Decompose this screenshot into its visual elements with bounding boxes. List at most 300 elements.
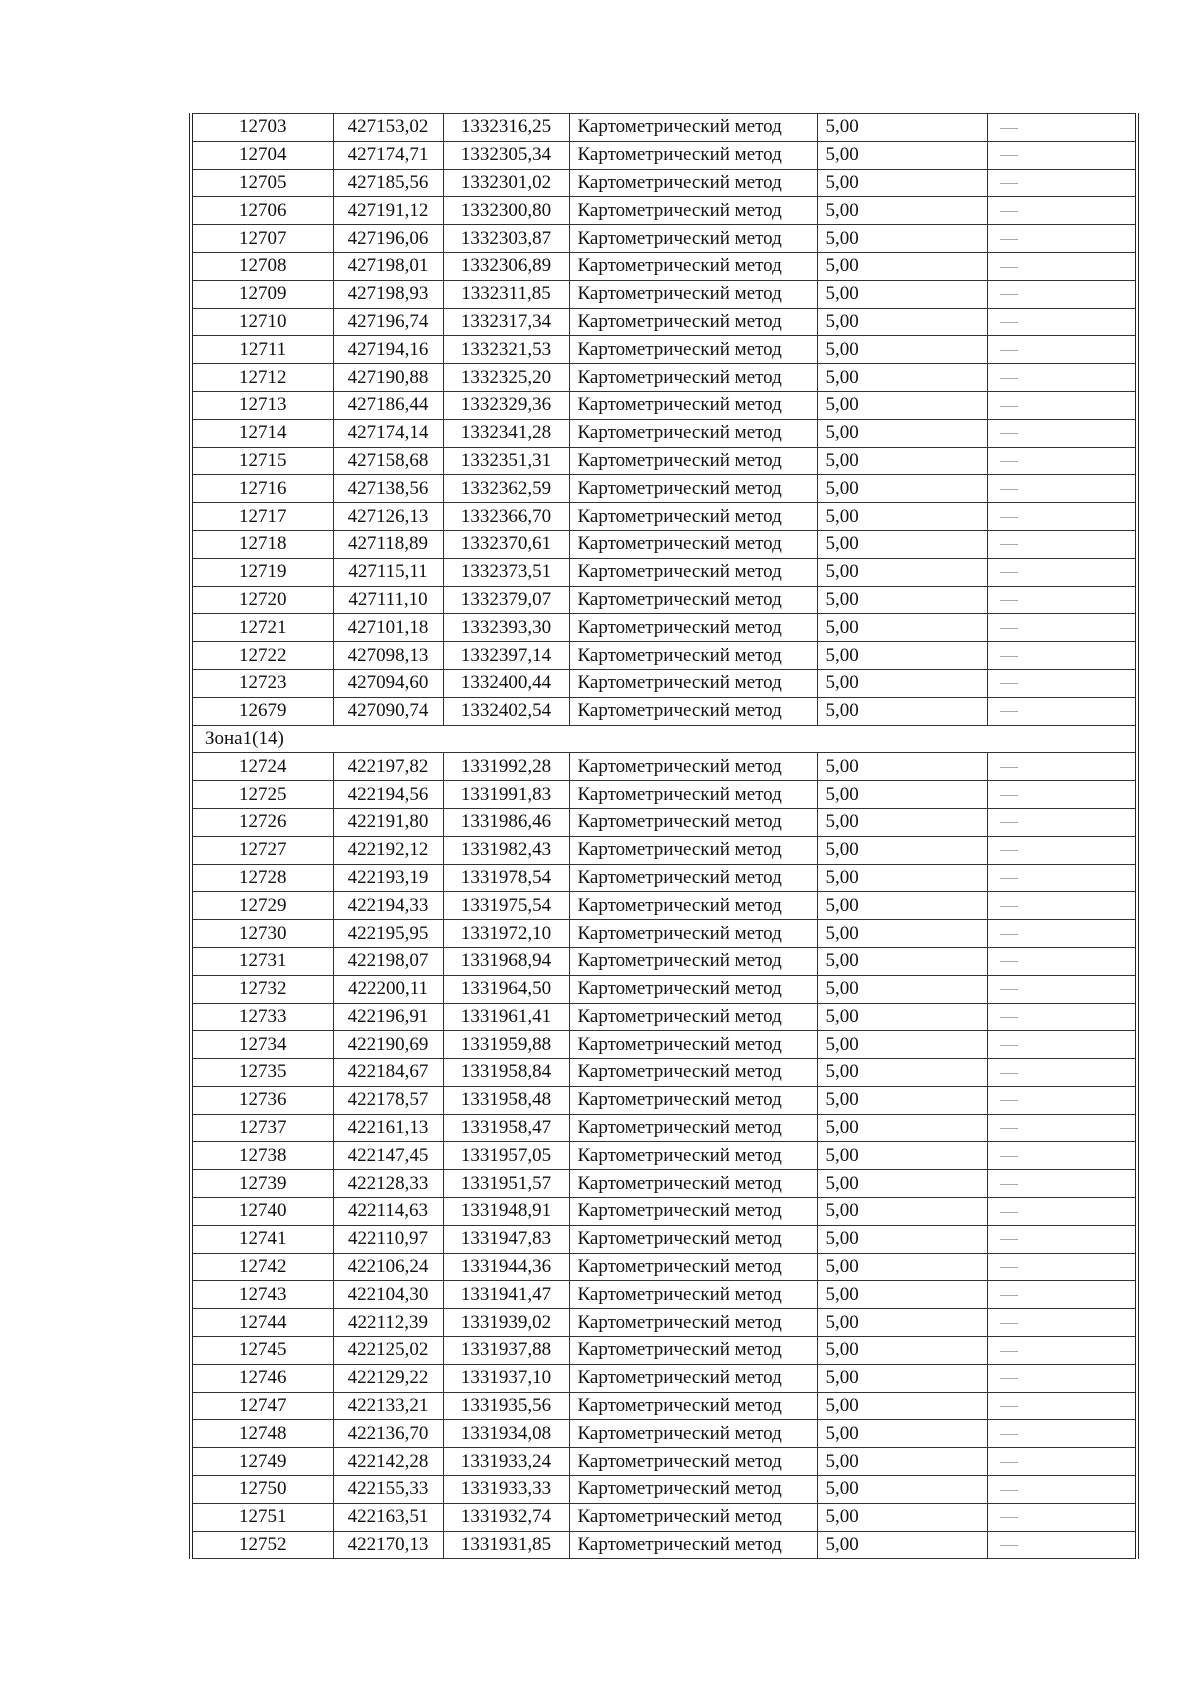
accuracy-cell: 5,00 <box>817 197 987 225</box>
y-coordinate: 1331951,57 <box>443 1170 569 1198</box>
accuracy-cell: 5,00 <box>817 836 987 864</box>
method-cell: Картометрический метод <box>569 336 817 364</box>
point-number: 12732 <box>191 975 333 1003</box>
dash-mark <box>1000 711 1018 712</box>
method-cell: Картометрический метод <box>569 447 817 475</box>
table-row <box>191 1086 1137 1114</box>
accuracy-cell: 5,00 <box>817 697 987 725</box>
y-coordinate: 1331948,91 <box>443 1198 569 1226</box>
dash-mark <box>1000 1517 1018 1518</box>
method-cell: Картометрический метод <box>569 1114 817 1142</box>
dash-mark <box>1000 517 1018 518</box>
x-coordinate: 422184,67 <box>333 1059 443 1087</box>
method-cell: Картометрический метод <box>569 642 817 670</box>
x-coordinate: 422195,95 <box>333 920 443 948</box>
point-number: 12719 <box>191 558 333 586</box>
accuracy-cell: 5,00 <box>817 1198 987 1226</box>
table-row <box>191 1364 1137 1392</box>
method-cell: Картометрический метод <box>569 225 817 253</box>
table-row <box>191 1531 1137 1559</box>
y-coordinate: 1332300,80 <box>443 197 569 225</box>
point-number: 12723 <box>191 669 333 697</box>
empty-dash-cell <box>987 1170 1137 1198</box>
empty-dash-cell <box>987 141 1137 169</box>
x-coordinate: 422192,12 <box>333 836 443 864</box>
table-row <box>191 1448 1137 1476</box>
method-cell: Картометрический метод <box>569 864 817 892</box>
x-coordinate: 427196,74 <box>333 308 443 336</box>
empty-dash-cell <box>987 1031 1137 1059</box>
accuracy-cell: 5,00 <box>817 1337 987 1365</box>
y-coordinate: 1332393,30 <box>443 614 569 642</box>
y-coordinate: 1331961,41 <box>443 1003 569 1031</box>
method-cell: Картометрический метод <box>569 419 817 447</box>
y-coordinate: 1331972,10 <box>443 920 569 948</box>
empty-dash-cell <box>987 1309 1137 1337</box>
accuracy-cell: 5,00 <box>817 1031 987 1059</box>
y-coordinate: 1331958,84 <box>443 1059 569 1087</box>
dash-mark <box>1000 1212 1018 1213</box>
y-coordinate: 1332366,70 <box>443 503 569 531</box>
point-number: 12730 <box>191 920 333 948</box>
dash-mark <box>1000 600 1018 601</box>
x-coordinate: 422125,02 <box>333 1337 443 1365</box>
accuracy-cell: 5,00 <box>817 1170 987 1198</box>
method-cell: Картометрический метод <box>569 308 817 336</box>
empty-dash-cell <box>987 753 1137 781</box>
point-number: 12746 <box>191 1364 333 1392</box>
point-number: 12734 <box>191 1031 333 1059</box>
accuracy-cell: 5,00 <box>817 808 987 836</box>
table-row <box>191 141 1137 169</box>
x-coordinate: 427090,74 <box>333 697 443 725</box>
table-row <box>191 669 1137 697</box>
zone-header: Зона1(14) <box>191 725 1137 753</box>
empty-dash-cell <box>987 1420 1137 1448</box>
y-coordinate: 1331982,43 <box>443 836 569 864</box>
point-number: 12731 <box>191 947 333 975</box>
y-coordinate: 1331937,88 <box>443 1337 569 1365</box>
point-number: 12710 <box>191 308 333 336</box>
empty-dash-cell <box>987 1281 1137 1309</box>
dash-mark <box>1000 1490 1018 1491</box>
table-row <box>191 252 1137 280</box>
method-cell: Картометрический метод <box>569 1337 817 1365</box>
y-coordinate: 1332301,02 <box>443 169 569 197</box>
table-row <box>191 336 1137 364</box>
dash-mark <box>1000 1100 1018 1101</box>
accuracy-cell: 5,00 <box>817 975 987 1003</box>
point-number: 12741 <box>191 1225 333 1253</box>
table-row <box>191 1170 1137 1198</box>
point-number: 12735 <box>191 1059 333 1087</box>
dash-mark <box>1000 656 1018 657</box>
y-coordinate: 1332303,87 <box>443 225 569 253</box>
table-row <box>191 642 1137 670</box>
accuracy-cell: 5,00 <box>817 336 987 364</box>
point-number: 12707 <box>191 225 333 253</box>
y-coordinate: 1332325,20 <box>443 364 569 392</box>
method-cell: Картометрический метод <box>569 920 817 948</box>
zone-header-row <box>191 725 1137 753</box>
method-cell: Картометрический метод <box>569 781 817 809</box>
table-row <box>191 586 1137 614</box>
x-coordinate: 427126,13 <box>333 503 443 531</box>
empty-dash-cell <box>987 1503 1137 1531</box>
point-number: 12721 <box>191 614 333 642</box>
accuracy-cell: 5,00 <box>817 114 987 142</box>
empty-dash-cell <box>987 1225 1137 1253</box>
empty-dash-cell <box>987 391 1137 419</box>
dash-mark <box>1000 906 1018 907</box>
method-cell: Картометрический метод <box>569 169 817 197</box>
accuracy-cell: 5,00 <box>817 1059 987 1087</box>
y-coordinate: 1331959,88 <box>443 1031 569 1059</box>
method-cell: Картометрический метод <box>569 697 817 725</box>
accuracy-cell: 5,00 <box>817 1253 987 1281</box>
method-cell: Картометрический метод <box>569 475 817 503</box>
accuracy-cell: 5,00 <box>817 1503 987 1531</box>
dash-mark <box>1000 1434 1018 1435</box>
method-cell: Картометрический метод <box>569 1448 817 1476</box>
y-coordinate: 1331975,54 <box>443 892 569 920</box>
point-number: 12737 <box>191 1114 333 1142</box>
dash-mark <box>1000 628 1018 629</box>
x-coordinate: 427118,89 <box>333 530 443 558</box>
table-row <box>191 1309 1137 1337</box>
accuracy-cell: 5,00 <box>817 892 987 920</box>
dash-mark <box>1000 683 1018 684</box>
accuracy-cell: 5,00 <box>817 669 987 697</box>
dash-mark <box>1000 1156 1018 1157</box>
method-cell: Картометрический метод <box>569 1198 817 1226</box>
method-cell: Картометрический метод <box>569 1503 817 1531</box>
accuracy-cell: 5,00 <box>817 225 987 253</box>
dash-mark <box>1000 294 1018 295</box>
y-coordinate: 1331934,08 <box>443 1420 569 1448</box>
dash-mark <box>1000 961 1018 962</box>
dash-mark <box>1000 1184 1018 1185</box>
table-row <box>191 364 1137 392</box>
empty-dash-cell <box>987 225 1137 253</box>
y-coordinate: 1332317,34 <box>443 308 569 336</box>
accuracy-cell: 5,00 <box>817 753 987 781</box>
table-row <box>191 836 1137 864</box>
y-coordinate: 1331944,36 <box>443 1253 569 1281</box>
point-number: 12740 <box>191 1198 333 1226</box>
table-row <box>191 114 1137 142</box>
empty-dash-cell <box>987 1531 1137 1559</box>
point-number: 12744 <box>191 1309 333 1337</box>
accuracy-cell: 5,00 <box>817 586 987 614</box>
method-cell: Картометрический метод <box>569 1003 817 1031</box>
x-coordinate: 427185,56 <box>333 169 443 197</box>
x-coordinate: 427198,93 <box>333 280 443 308</box>
accuracy-cell: 5,00 <box>817 1309 987 1337</box>
y-coordinate: 1332362,59 <box>443 475 569 503</box>
point-number: 12722 <box>191 642 333 670</box>
empty-dash-cell <box>987 697 1137 725</box>
accuracy-cell: 5,00 <box>817 1420 987 1448</box>
method-cell: Картометрический метод <box>569 1420 817 1448</box>
table-row <box>191 1142 1137 1170</box>
x-coordinate: 422196,91 <box>333 1003 443 1031</box>
coordinates-table-page <box>189 113 1135 1559</box>
table-row <box>191 808 1137 836</box>
method-cell: Картометрический метод <box>569 1281 817 1309</box>
accuracy-cell: 5,00 <box>817 419 987 447</box>
method-cell: Картометрический метод <box>569 614 817 642</box>
method-cell: Картометрический метод <box>569 1531 817 1559</box>
y-coordinate: 1331991,83 <box>443 781 569 809</box>
dash-mark <box>1000 128 1018 129</box>
x-coordinate: 422142,28 <box>333 1448 443 1476</box>
table-row <box>191 1281 1137 1309</box>
accuracy-cell: 5,00 <box>817 1003 987 1031</box>
x-coordinate: 427111,10 <box>333 586 443 614</box>
point-number: 12717 <box>191 503 333 531</box>
accuracy-cell: 5,00 <box>817 947 987 975</box>
y-coordinate: 1332329,36 <box>443 391 569 419</box>
rows-before-zone <box>191 114 1137 726</box>
x-coordinate: 427115,11 <box>333 558 443 586</box>
method-cell: Картометрический метод <box>569 141 817 169</box>
empty-dash-cell <box>987 419 1137 447</box>
x-coordinate: 422133,21 <box>333 1392 443 1420</box>
y-coordinate: 1331933,24 <box>443 1448 569 1476</box>
y-coordinate: 1331958,47 <box>443 1114 569 1142</box>
x-coordinate: 427098,13 <box>333 642 443 670</box>
table-row <box>191 391 1137 419</box>
empty-dash-cell <box>987 1086 1137 1114</box>
table-row <box>191 1059 1137 1087</box>
dash-mark <box>1000 183 1018 184</box>
y-coordinate: 1332305,34 <box>443 141 569 169</box>
table-row <box>191 530 1137 558</box>
method-cell: Картометрический метод <box>569 1392 817 1420</box>
dash-mark <box>1000 989 1018 990</box>
point-number: 12733 <box>191 1003 333 1031</box>
x-coordinate: 422147,45 <box>333 1142 443 1170</box>
y-coordinate: 1332306,89 <box>443 252 569 280</box>
method-cell: Картометрический метод <box>569 280 817 308</box>
empty-dash-cell <box>987 586 1137 614</box>
x-coordinate: 427191,12 <box>333 197 443 225</box>
accuracy-cell: 5,00 <box>817 1531 987 1559</box>
table-row <box>191 169 1137 197</box>
table-row <box>191 475 1137 503</box>
x-coordinate: 427174,71 <box>333 141 443 169</box>
point-number: 12724 <box>191 753 333 781</box>
table-row <box>191 1225 1137 1253</box>
dash-mark <box>1000 350 1018 351</box>
dash-mark <box>1000 1323 1018 1324</box>
table-row <box>191 1337 1137 1365</box>
point-number: 12679 <box>191 697 333 725</box>
point-number: 12720 <box>191 586 333 614</box>
dash-mark <box>1000 489 1018 490</box>
dash-mark <box>1000 239 1018 240</box>
x-coordinate: 422163,51 <box>333 1503 443 1531</box>
x-coordinate: 427198,01 <box>333 252 443 280</box>
empty-dash-cell <box>987 530 1137 558</box>
point-number: 12739 <box>191 1170 333 1198</box>
method-cell: Картометрический метод <box>569 892 817 920</box>
x-coordinate: 422161,13 <box>333 1114 443 1142</box>
method-cell: Картометрический метод <box>569 1309 817 1337</box>
empty-dash-cell <box>987 308 1137 336</box>
x-coordinate: 427094,60 <box>333 669 443 697</box>
dash-mark <box>1000 322 1018 323</box>
accuracy-cell: 5,00 <box>817 169 987 197</box>
accuracy-cell: 5,00 <box>817 1476 987 1504</box>
dash-mark <box>1000 461 1018 462</box>
x-coordinate: 422106,24 <box>333 1253 443 1281</box>
y-coordinate: 1332370,61 <box>443 530 569 558</box>
table-row <box>191 503 1137 531</box>
accuracy-cell: 5,00 <box>817 447 987 475</box>
x-coordinate: 422200,11 <box>333 975 443 1003</box>
point-number: 12716 <box>191 475 333 503</box>
accuracy-cell: 5,00 <box>817 642 987 670</box>
dash-mark <box>1000 1545 1018 1546</box>
y-coordinate: 1332316,25 <box>443 114 569 142</box>
empty-dash-cell <box>987 614 1137 642</box>
dash-mark <box>1000 850 1018 851</box>
dash-mark <box>1000 267 1018 268</box>
empty-dash-cell <box>987 1448 1137 1476</box>
accuracy-cell: 5,00 <box>817 1114 987 1142</box>
table-row <box>191 1253 1137 1281</box>
method-cell: Картометрический метод <box>569 1170 817 1198</box>
dash-mark <box>1000 572 1018 573</box>
x-coordinate: 422112,39 <box>333 1309 443 1337</box>
dash-mark <box>1000 822 1018 823</box>
y-coordinate: 1331957,05 <box>443 1142 569 1170</box>
accuracy-cell: 5,00 <box>817 141 987 169</box>
method-cell: Картометрический метод <box>569 1086 817 1114</box>
point-number: 12736 <box>191 1086 333 1114</box>
point-number: 12706 <box>191 197 333 225</box>
empty-dash-cell <box>987 864 1137 892</box>
empty-dash-cell <box>987 1337 1137 1365</box>
table-row <box>191 1392 1137 1420</box>
x-coordinate: 427158,68 <box>333 447 443 475</box>
table-row <box>191 614 1137 642</box>
dash-mark <box>1000 1239 1018 1240</box>
x-coordinate: 422136,70 <box>333 1420 443 1448</box>
dash-mark <box>1000 1045 1018 1046</box>
dash-mark <box>1000 1406 1018 1407</box>
table-row <box>191 1198 1137 1226</box>
accuracy-cell: 5,00 <box>817 1364 987 1392</box>
empty-dash-cell <box>987 781 1137 809</box>
point-number: 12714 <box>191 419 333 447</box>
empty-dash-cell <box>987 642 1137 670</box>
method-cell: Картометрический метод <box>569 503 817 531</box>
dash-mark <box>1000 155 1018 156</box>
y-coordinate: 1332379,07 <box>443 586 569 614</box>
x-coordinate: 422129,22 <box>333 1364 443 1392</box>
accuracy-cell: 5,00 <box>817 391 987 419</box>
accuracy-cell: 5,00 <box>817 364 987 392</box>
coordinates-table <box>189 113 1139 1559</box>
point-number: 12725 <box>191 781 333 809</box>
table-row <box>191 1031 1137 1059</box>
method-cell: Картометрический метод <box>569 1059 817 1087</box>
method-cell: Картометрический метод <box>569 836 817 864</box>
empty-dash-cell <box>987 1059 1137 1087</box>
method-cell: Картометрический метод <box>569 975 817 1003</box>
table-row <box>191 753 1137 781</box>
dash-mark <box>1000 878 1018 879</box>
table-row <box>191 1476 1137 1504</box>
empty-dash-cell <box>987 1003 1137 1031</box>
x-coordinate: 427186,44 <box>333 391 443 419</box>
y-coordinate: 1332341,28 <box>443 419 569 447</box>
point-number: 12705 <box>191 169 333 197</box>
dash-mark <box>1000 433 1018 434</box>
rows-after-zone <box>191 753 1137 1559</box>
table-row <box>191 419 1137 447</box>
point-number: 12738 <box>191 1142 333 1170</box>
x-coordinate: 422128,33 <box>333 1170 443 1198</box>
y-coordinate: 1331932,74 <box>443 1503 569 1531</box>
dash-mark <box>1000 1295 1018 1296</box>
point-number: 12713 <box>191 391 333 419</box>
method-cell: Картометрический метод <box>569 1142 817 1170</box>
y-coordinate: 1331941,47 <box>443 1281 569 1309</box>
method-cell: Картометрический метод <box>569 1253 817 1281</box>
method-cell: Картометрический метод <box>569 197 817 225</box>
table-row <box>191 781 1137 809</box>
dash-mark <box>1000 1378 1018 1379</box>
point-number: 12718 <box>191 530 333 558</box>
empty-dash-cell <box>987 1476 1137 1504</box>
y-coordinate: 1332321,53 <box>443 336 569 364</box>
dash-mark <box>1000 211 1018 212</box>
dash-mark <box>1000 934 1018 935</box>
x-coordinate: 422190,69 <box>333 1031 443 1059</box>
y-coordinate: 1331964,50 <box>443 975 569 1003</box>
method-cell: Картометрический метод <box>569 114 817 142</box>
empty-dash-cell <box>987 364 1137 392</box>
x-coordinate: 422198,07 <box>333 947 443 975</box>
method-cell: Картометрический метод <box>569 530 817 558</box>
accuracy-cell: 5,00 <box>817 1392 987 1420</box>
x-coordinate: 427101,18 <box>333 614 443 642</box>
method-cell: Картометрический метод <box>569 1476 817 1504</box>
table-row <box>191 864 1137 892</box>
dash-mark <box>1000 406 1018 407</box>
empty-dash-cell <box>987 1114 1137 1142</box>
point-number: 12728 <box>191 864 333 892</box>
empty-dash-cell <box>987 252 1137 280</box>
empty-dash-cell <box>987 836 1137 864</box>
x-coordinate: 427174,14 <box>333 419 443 447</box>
table-row <box>191 308 1137 336</box>
accuracy-cell: 5,00 <box>817 864 987 892</box>
point-number: 12726 <box>191 808 333 836</box>
x-coordinate: 422197,82 <box>333 753 443 781</box>
y-coordinate: 1331958,48 <box>443 1086 569 1114</box>
x-coordinate: 427194,16 <box>333 336 443 364</box>
x-coordinate: 422114,63 <box>333 1198 443 1226</box>
y-coordinate: 1331968,94 <box>443 947 569 975</box>
method-cell: Картометрический метод <box>569 947 817 975</box>
accuracy-cell: 5,00 <box>817 558 987 586</box>
point-number: 12727 <box>191 836 333 864</box>
